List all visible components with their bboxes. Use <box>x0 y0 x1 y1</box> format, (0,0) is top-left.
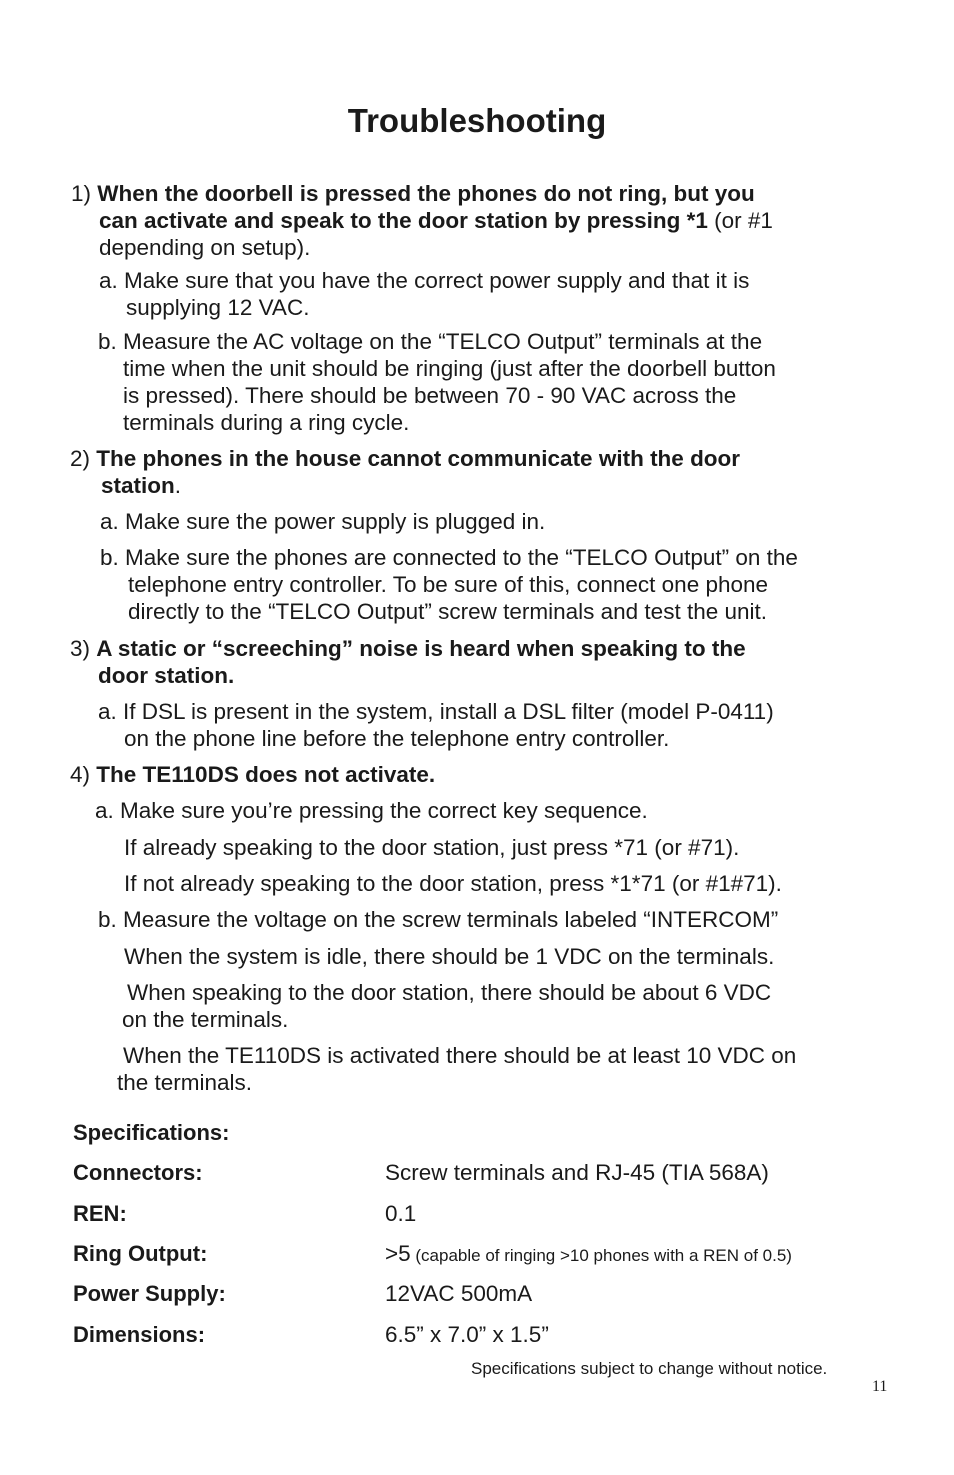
item-2b-line-2: telephone entry controller. To be sure of this, connect one phone <box>128 572 769 597</box>
item-4b-line-1: b. Measure the voltage on the screw terminals labeled “INTERCOM” <box>98 907 779 932</box>
item-heading-tail: . <box>174 473 182 498</box>
item-2-heading-line-1 <box>70 445 740 472</box>
item-heading-tail: (or #1 <box>707 208 773 233</box>
item-4b-line-3: When speaking to the door station, there should be about 6 VDC <box>127 980 772 1005</box>
item-1b-line-1: b. Measure the AC voltage on the “TELCO Output” terminals at the <box>98 329 763 354</box>
specs-heading: Specifications: <box>73 1120 230 1145</box>
item-number: 2) <box>70 446 97 471</box>
item-4b-line-5: When the TE110DS is activated there should be at least 10 VDC on <box>123 1043 797 1068</box>
item-1b-line-4: terminals during a ring cycle. <box>123 410 410 435</box>
item-4a-line-2: If already speaking to the door station, just press *71 (or #71). <box>124 835 740 860</box>
item-1-heading-line-3: depending on setup). <box>99 235 311 260</box>
item-number: 4) <box>70 762 97 787</box>
spec-connectors-value: Screw terminals and RJ-45 (TIA 568A) <box>385 1160 769 1185</box>
spec-ring-output-value <box>385 1240 792 1269</box>
item-heading-text: When the doorbell is pressed the phones do not ring, but you <box>97 181 755 206</box>
spec-dimensions-value: 6.5” x 7.0” x 1.5” <box>385 1322 549 1347</box>
spec-ring-output-main: >5 <box>385 1241 411 1266</box>
item-3a-line-2: on the phone line before the telephone entry controller. <box>124 726 670 751</box>
item-4b-line-2: When the system is idle, there should be 1 VDC on the terminals. <box>124 944 775 969</box>
item-3-heading-line-2: door station. <box>98 663 235 688</box>
specs-notice: Specifications subject to change without notice. <box>471 1359 828 1378</box>
page-number: 11 <box>872 1378 888 1395</box>
item-1-heading-line-1 <box>71 180 755 207</box>
item-4a-line-1: a. Make sure you’re pressing the correct key sequence. <box>95 798 648 823</box>
item-heading-text: The phones in the house cannot communicate with the door <box>96 446 741 471</box>
item-1a-line-2: supplying 12 VAC. <box>126 295 310 320</box>
item-2-heading-line-2 <box>101 472 181 499</box>
item-2b-line-3: directly to the “TELCO Output” screw terminals and test the unit. <box>128 599 768 624</box>
item-heading-text: station <box>101 473 175 498</box>
item-heading-text: A static or “screeching” noise is heard when speaking to the <box>96 636 746 661</box>
spec-ring-output-note: (capable of ringing >10 phones with a REN of 0.5) <box>410 1246 792 1265</box>
page-title: Troubleshooting <box>347 102 607 139</box>
item-3-heading-line-1 <box>70 635 746 662</box>
item-number: 1) <box>71 181 98 206</box>
spec-ren-value: 0.1 <box>385 1201 417 1226</box>
spec-power-supply-label: Power Supply: <box>73 1281 226 1306</box>
item-2a-line-1: a. Make sure the power supply is plugged in. <box>100 509 546 534</box>
spec-connectors-label: Connectors: <box>73 1160 203 1185</box>
item-heading-text: The TE110DS does not activate. <box>96 762 436 787</box>
spec-power-supply-value: 12VAC 500mA <box>385 1281 533 1306</box>
item-2b-line-1: b. Make sure the phones are connected to the “TELCO Output” on the <box>100 545 798 570</box>
item-number: 3) <box>70 636 97 661</box>
item-4b-line-6: the terminals. <box>117 1070 253 1095</box>
item-4b-line-4: on the terminals. <box>122 1007 289 1032</box>
spec-ren-label: REN: <box>73 1201 127 1226</box>
item-heading-text: can activate and speak to the door station by pressing *1 <box>99 208 708 233</box>
item-4-heading-line-1 <box>70 761 435 788</box>
spec-dimensions-label: Dimensions: <box>73 1322 206 1347</box>
item-3a-line-1: a. If DSL is present in the system, install a DSL filter (model P-0411) <box>98 699 774 724</box>
spec-ring-output-label: Ring Output: <box>73 1241 208 1266</box>
item-1b-line-3: is pressed). There should be between 70 - 90 VAC across the <box>123 383 737 408</box>
item-1-heading-line-2 <box>99 207 773 234</box>
item-4a-line-3: If not already speaking to the door station, press *1*71 (or #1#71). <box>124 871 782 896</box>
item-1a-line-1: a. Make sure that you have the correct power supply and that it is <box>99 268 750 293</box>
item-1b-line-2: time when the unit should be ringing (just after the doorbell button <box>123 356 776 381</box>
